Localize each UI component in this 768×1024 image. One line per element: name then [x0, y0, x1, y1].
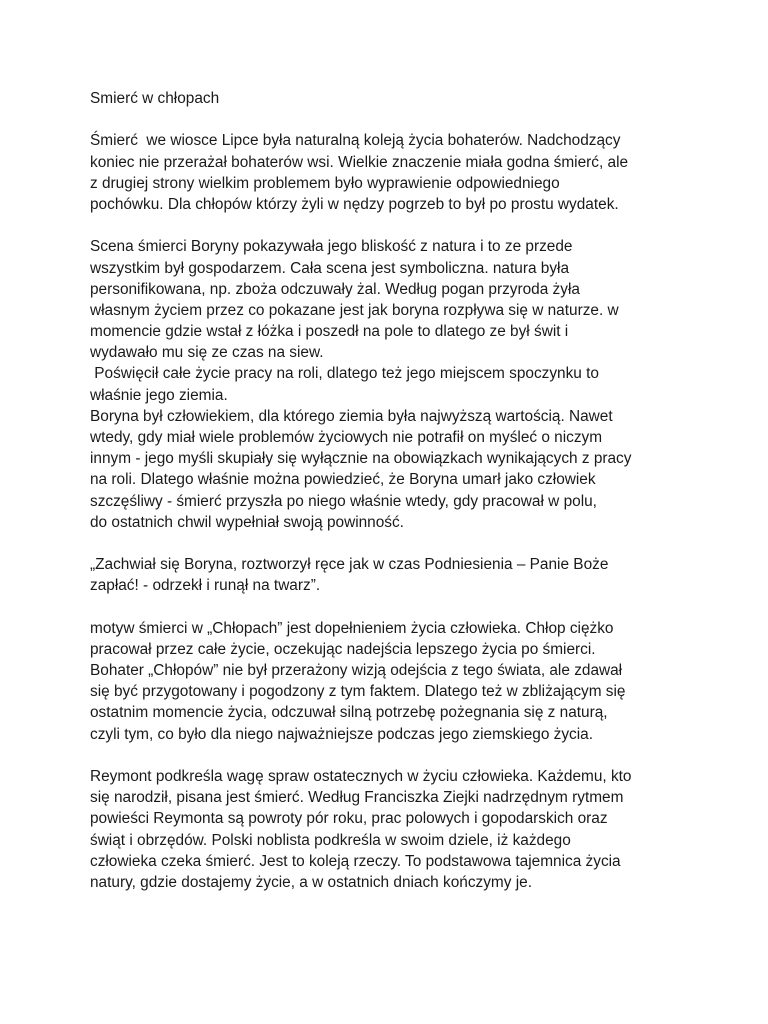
text-line: Boryna był człowiekiem, dla którego ziemia była najwyższą wartością. Nawet	[90, 407, 613, 425]
paragraph-spacer	[90, 215, 710, 236]
text-line: czyli tym, co było dla niego najważniejsze podczas jego ziemskiego życia.	[90, 725, 593, 743]
document-body	[90, 88, 710, 893]
text-line: Scena śmierci Boryny pokazywała jego bliskość z natura i to ze przede	[90, 238, 573, 256]
text-line: zapłać! - odrzekł i runął na twarz”.	[90, 577, 321, 595]
paragraph-spacer	[90, 597, 710, 618]
text-line: innym - jego myśli skupiały się wyłącznie na obowiązkach wynikających z pracy	[90, 450, 632, 468]
paragraph-spacer	[90, 745, 710, 766]
text-line: się być przygotowany i pogodzony z tym faktem. Dlatego też w zbliżającym się	[90, 683, 626, 701]
paragraph-2	[90, 236, 710, 533]
paragraph-spacer	[90, 533, 710, 554]
text-line: wydawało mu się ze czas na siew.	[90, 344, 324, 362]
text-line: Poświęcił całe życie pracy na roli, dlatego też jego miejscem spoczynku to	[90, 365, 599, 383]
text-line: człowieka czeka śmierć. Jest to koleją rzeczy. To podstawowa tajemnica życia	[90, 852, 621, 870]
text-line: z drugiej strony wielkim problemem było wyprawienie odpowiedniego	[90, 174, 560, 192]
text-line: koniec nie przerażał bohaterów wsi. Wielkie znaczenie miała godna śmierć, ale	[90, 153, 629, 171]
text-line: do ostatnich chwil wypełniał swoją powinność.	[90, 513, 404, 531]
text-line: własnym życiem przez co pokazane jest jak boryna rozpływa się w naturze. w	[90, 301, 619, 319]
text-line: pracował przez całe życie, oczekując nadejścia lepszego życia po śmierci.	[90, 640, 596, 658]
paragraph-4	[90, 618, 710, 745]
text-line: powieści Reymonta są powroty pór roku, prac polowych i gopodarskich oraz	[90, 810, 608, 828]
text-line: personifikowana, np. zboża odczuwały żal. Według pogan przyroda żyła	[90, 280, 580, 298]
text-line: się narodził, pisana jest śmierć. Według Franciszka Ziejki nadrzędnym rytmem	[90, 789, 624, 807]
text-line: na roli. Dlatego właśnie można powiedzieć, że Boryna umarł jako człowiek	[90, 471, 596, 489]
text-line: „Zachwiał się Boryna, roztworzył ręce jak w czas Podniesienia – Panie Boże	[90, 556, 609, 574]
text-line: właśnie jego ziemia.	[90, 386, 228, 404]
text-line: motyw śmierci w „Chłopach” jest dopełnieniem życia człowieka. Chłop ciężko	[90, 619, 614, 637]
text-line: świąt i obrzędów. Polski noblista podkreśla w swoim dziele, iż każdego	[90, 831, 571, 849]
text-line: szczęśliwy - śmierć przyszła po niego właśnie wtedy, gdy pracował w polu,	[90, 492, 597, 510]
paragraph-3-quote	[90, 554, 710, 596]
text-line: momencie gdzie wstał z łóżka i poszedł na pole to dlatego ze był świt i	[90, 323, 569, 341]
text-line: wtedy, gdy miał wiele problemów życiowych nie potrafił on myśleć o niczym	[90, 429, 603, 446]
text-line: Reymont podkreśla wagę spraw ostatecznych w życiu człowieka. Każdemu, kto	[90, 768, 632, 785]
text-line: ostatnim momencie życia, odczuwał silną potrzebę pożegnania się z naturą,	[90, 704, 608, 722]
text-line: natury, gdzie dostajemy życie, a w ostatnich dniach kończymy je.	[90, 873, 532, 891]
text-line: Bohater „Chłopów” nie był przerażony wizją odejścia z tego świata, ale zdawał	[90, 662, 623, 680]
paragraph-5	[90, 766, 710, 893]
text-line: pochówku. Dla chłopów którzy żyli w nędzy pogrzeb to był po prostu wydatek.	[90, 195, 619, 213]
text-line: wszystkim był gospodarzem. Cała scena jest symboliczna. natura była	[90, 259, 570, 277]
text-line: Śmierć we wiosce Lipce była naturalną koleją życia bohaterów. Nadchodzący	[90, 132, 621, 150]
paragraph-1	[90, 130, 710, 215]
paragraph-spacer	[90, 109, 710, 130]
document-title: Smierć w chłopach	[90, 90, 220, 107]
